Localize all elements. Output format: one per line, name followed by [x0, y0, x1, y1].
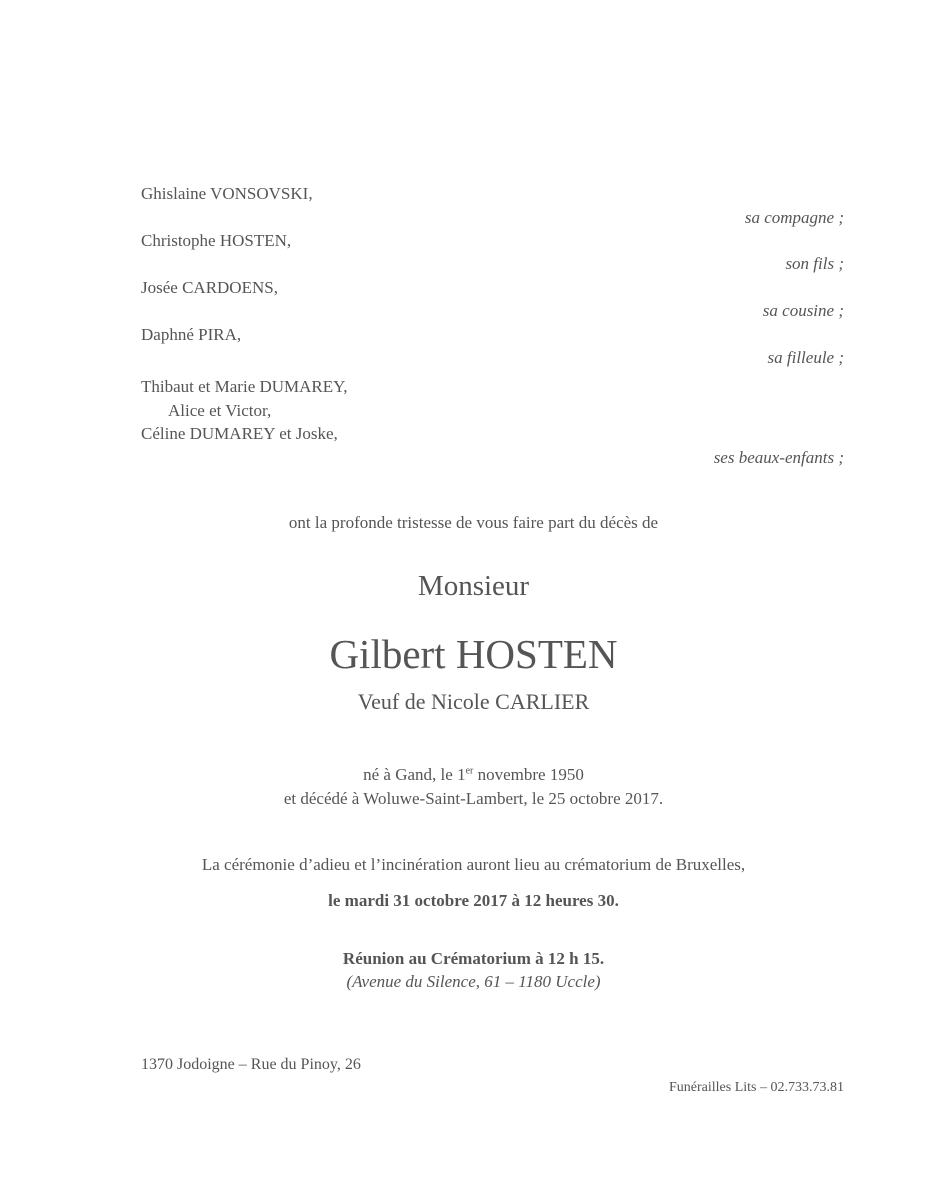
- family-name-3: Josée CARDOENS,: [141, 278, 278, 297]
- birth-sup: er: [465, 765, 474, 777]
- family-relation-1: sa compagne ;: [744, 208, 844, 227]
- stepchildren-line-3: Céline DUMAREY et Joske,: [141, 424, 338, 443]
- announcement-text: ont la profonde tristesse de vous faire part du décès de: [288, 513, 659, 532]
- ceremony-date: le mardi 31 octobre 2017 à 12 heures 30.: [328, 891, 619, 910]
- stepchildren-relation: ses beaux-enfants ;: [713, 448, 844, 467]
- death-line: et décédé à Woluwe-Saint-Lambert, le 25 octobre 2017.: [283, 789, 664, 808]
- meeting-address: (Avenue du Silence, 61 – 1180 Uccle): [346, 972, 601, 991]
- family-relation-4: sa filleule ;: [767, 348, 844, 367]
- family-name-2: Christophe HOSTEN,: [141, 231, 292, 250]
- family-relation-2: son fils ;: [785, 254, 844, 273]
- meeting-text: Réunion au Crématorium à 12 h 15.: [342, 949, 605, 968]
- birth-prefix: né à Gand, le 1: [363, 765, 466, 784]
- birth-suffix: novembre 1950: [473, 765, 584, 784]
- family-relation-3: sa cousine ;: [762, 301, 844, 320]
- footer-funeral-home: Funérailles Lits – 02.733.73.81: [669, 1080, 844, 1095]
- stepchildren-line-1: Thibaut et Marie DUMAREY,: [141, 377, 348, 396]
- footer-address: 1370 Jodoigne – Rue du Pinoy, 26: [141, 1056, 361, 1073]
- birth-line: [0, 765, 947, 785]
- stepchildren-line-2: Alice et Victor,: [168, 401, 272, 420]
- deceased-name: Gilbert HOSTEN: [329, 631, 618, 677]
- ceremony-text: La cérémonie d’adieu et l’incinération auront lieu au crématorium de Bruxelles,: [201, 855, 746, 874]
- widow-of: Veuf de Nicole CARLIER: [357, 689, 590, 714]
- family-name-4: Daphné PIRA,: [141, 325, 242, 344]
- family-name-1: Ghislaine VONSOVSKI,: [141, 184, 313, 203]
- deceased-title: Monsieur: [417, 570, 530, 602]
